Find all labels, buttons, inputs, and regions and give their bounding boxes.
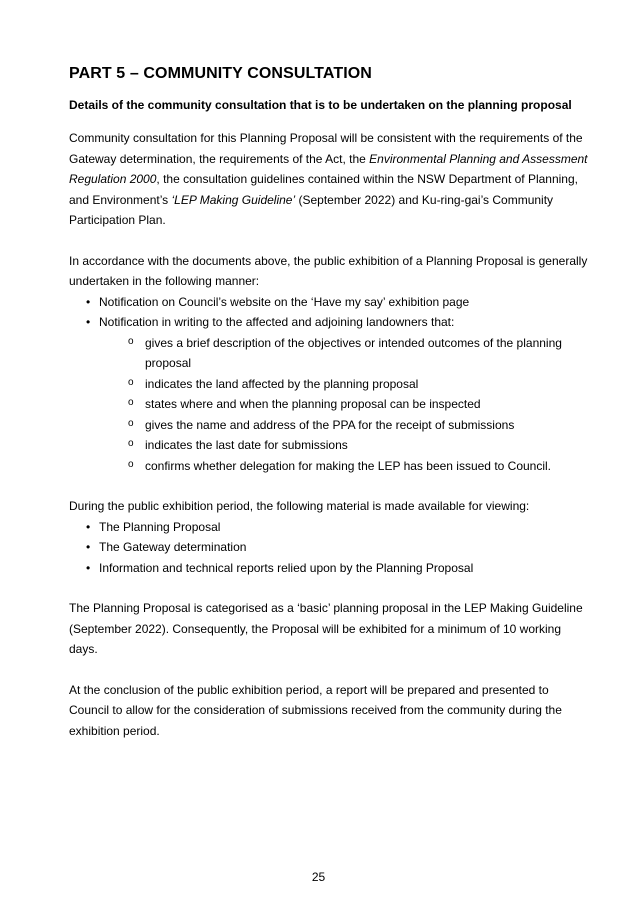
- notification-sublist: [99, 333, 589, 477]
- list-item: [69, 312, 589, 476]
- text-run: , the consultation guidelines contained within the NSW Department of Planning, and Environment’s: [69, 172, 578, 207]
- section-heading: PART 5 – COMMUNITY CONSULTATION: [69, 65, 372, 82]
- list-item: • Information and technical reports relied upon by the Planning Proposal: [69, 558, 589, 579]
- paragraph-consultation-requirements: [69, 128, 589, 231]
- paragraph-material-available: During the public exhibition period, the following material is made available for viewing:: [69, 499, 530, 513]
- paragraph-basic-category: The Planning Proposal is categorised as a ‘basic’ planning proposal in the LEP Making Guideline (September 2022). Consequently, the Proposal will be exhibited for a minimum of 10 working days.: [69, 601, 583, 656]
- sublist-item: o states where and when the planning proposal can be inspected: [99, 394, 589, 415]
- list-item: • The Gateway determination: [69, 537, 589, 558]
- list-item: • The Planning Proposal: [69, 517, 589, 538]
- paragraph-conclusion: At the conclusion of the public exhibition period, a report will be prepared and presented to Council to allow for the consideration of submissions received from the community during the exhibition period.: [69, 682, 562, 738]
- sublist-item: o gives the name and address of the PPA for the receipt of submissions: [99, 415, 589, 436]
- list-item-label: Notification in writing to the affected and adjoining landowners that:: [99, 315, 455, 329]
- list-item: • Notification on Council’s website on the ‘Have my say’ exhibition page: [69, 292, 589, 313]
- document-page: [69, 64, 589, 761]
- sublist-item: o indicates the last date for submissions: [99, 435, 589, 456]
- material-list: [69, 517, 589, 579]
- paragraph-exhibition-manner: In accordance with the documents above, the public exhibition of a Planning Proposal is generally undertaken in the following manner:: [69, 253, 588, 288]
- italic-run: ‘LEP Making Guideline’: [171, 192, 296, 207]
- text-run: (September 2022) and Ku-ring-gai’s Community Participation Plan.: [69, 192, 554, 227]
- section-subheading: Details of the community consultation that is to be undertaken on the planning proposal: [69, 98, 572, 112]
- sublist-item: o indicates the land affected by the planning proposal: [99, 374, 589, 395]
- sublist-item: o confirms whether delegation for making the LEP has been issued to Council.: [99, 456, 589, 477]
- notification-list: [69, 292, 589, 477]
- sublist-item: o gives a brief description of the objectives or intended outcomes of the planning proposal: [99, 333, 589, 374]
- italic-run: Environmental Planning and Assessment Regulation 2000: [69, 151, 588, 186]
- text-run: Community consultation for this Planning Proposal will be consistent with the requirements of the Gateway determination, the requirements of the Act, the: [69, 131, 583, 166]
- page-number: 25: [311, 870, 326, 884]
